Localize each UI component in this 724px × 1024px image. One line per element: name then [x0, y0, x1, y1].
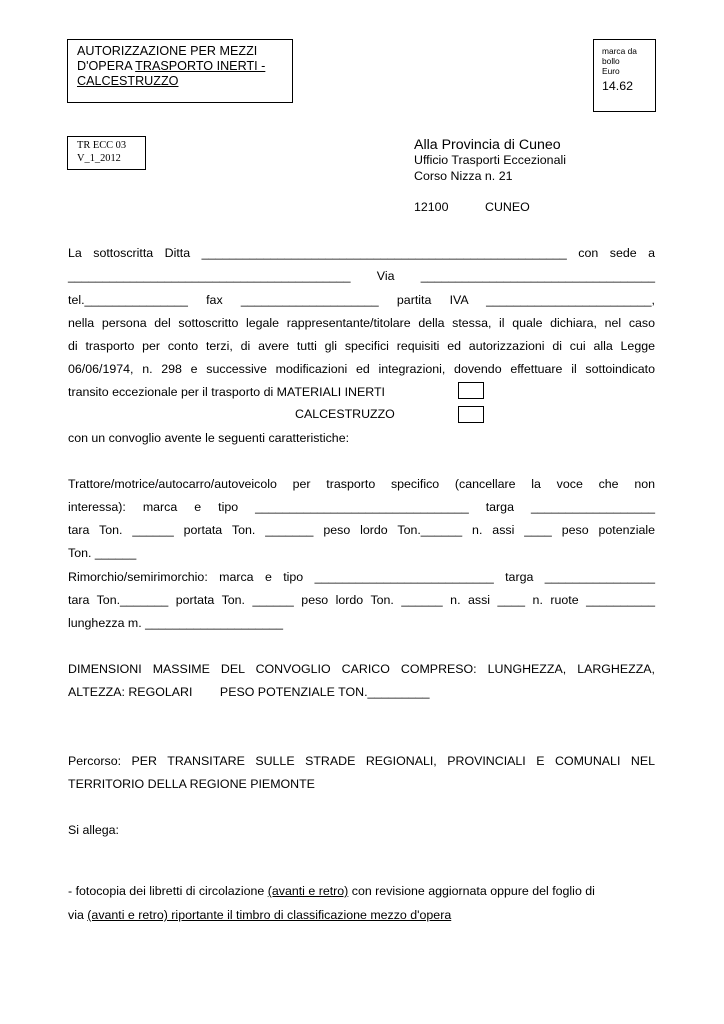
contact-line: tel._______________ fax ____________________ partita IVA ________________________, — [68, 293, 655, 307]
declaration-line-2: di trasporto per conto terzi, di avere tutti gli specifici requisiti ed autorizzazioni di cui alla Legge — [68, 339, 655, 353]
attachments-heading: Si allega: — [68, 823, 119, 837]
convoy-intro: con un convoglio avente le seguenti caratteristiche: — [68, 431, 350, 445]
trailer-line-3: lunghezza m. ____________________ — [68, 616, 283, 630]
materials-inerti-checkbox[interactable] — [458, 382, 484, 399]
document-title-box — [67, 39, 293, 103]
stamp-label-3: Euro — [602, 66, 620, 76]
dimensions-line-2: ALTEZZA: REGOLARI PESO POTENZIALE TON._________ — [68, 685, 430, 699]
tractor-line-1: Trattore/motrice/autocarro/autoveicolo per trasporto specifico (cancellare la voce che non — [68, 477, 655, 491]
attachment-line-1-underlined: (avanti e retro) — [267, 884, 349, 898]
stamp-amount: 14.62 — [602, 79, 634, 93]
recipient-office: Ufficio Trasporti Eccezionali — [414, 153, 566, 167]
stamp-label-2: bollo — [602, 56, 620, 66]
recipient-street: Corso Nizza n. 21 — [414, 169, 513, 183]
calcestruzzo-checkbox[interactable] — [458, 406, 484, 423]
title-line-2 — [77, 59, 292, 74]
attachment-line-2-underlined: (avanti e retro) riportante il timbro di classificazione mezzo d'opera — [87, 908, 452, 922]
address-line: _________________________________________ Via __________________________________ — [68, 269, 655, 283]
title-line-1: AUTORIZZAZIONE PER MEZZI — [77, 44, 258, 58]
materials-inerti-label: transito eccezionale per il trasporto di MATERIALI INERTI — [68, 385, 386, 399]
revenue-stamp-box — [593, 39, 656, 112]
recipient-city: CUNEO — [485, 200, 530, 214]
tractor-line-4: Ton. ______ — [68, 546, 137, 560]
tractor-line-2: interessa): marca e tipo _______________________________ targa __________________ — [68, 500, 655, 514]
attachment-line-1-b: con revisione aggiornata oppure del foglio di — [348, 884, 595, 898]
title-line-2-prefix: D'OPERA — [77, 59, 136, 73]
attachment-line-1-a: - fotocopia dei libretti di circolazione — [68, 884, 268, 898]
title-line-2-underlined: TRASPORTO INERTI - — [135, 59, 266, 73]
attachment-line-2 — [68, 907, 655, 923]
calcestruzzo-label: CALCESTRUZZO — [295, 407, 395, 421]
company-line: La sottoscritta Ditta _____________________________________________________ con sede a — [68, 246, 655, 260]
dimensions-line-1: DIMENSIONI MASSIME DEL CONVOGLIO CARICO COMPRESO: LUNGHEZZA, LARGHEZZA, — [68, 662, 655, 676]
trailer-line-2: tara Ton._______ portata Ton. ______ peso lordo Ton. ______ n. assi ____ n. ruote __________ — [68, 593, 655, 607]
declaration-line-1: nella persona del sottoscritto legale rappresentante/titolare della stessa, il quale dichiara, nel caso — [68, 316, 655, 330]
recipient-cap: 12100 — [414, 200, 449, 214]
attachment-line-2-a: via — [68, 908, 88, 922]
form-code-box — [67, 136, 146, 170]
recipient-name: Alla Provincia di Cuneo — [414, 137, 561, 153]
declaration-line-3: 06/06/1974, n. 298 e successive modificazioni ed integrazioni, dovendo effettuare il sottoindicato — [68, 362, 655, 376]
attachment-line-1 — [68, 883, 655, 899]
form-version: V_1_2012 — [77, 153, 121, 164]
route-line-2: TERRITORIO DELLA REGIONE PIEMONTE — [68, 777, 315, 791]
form-code: TR ECC 03 — [77, 140, 127, 151]
stamp-label-1: marca da — [602, 46, 637, 56]
tractor-line-3: tara Ton. ______ portata Ton. _______ peso lordo Ton.______ n. assi ____ peso potenziale — [68, 523, 655, 537]
trailer-line-1: Rimorchio/semirimorchio: marca e tipo __________________________ targa ________________ — [68, 570, 655, 584]
route-line-1: Percorso: PER TRANSITARE SULLE STRADE REGIONALI, PROVINCIALI E COMUNALI NEL — [68, 754, 655, 768]
title-line-3: CALCESTRUZZO — [77, 74, 179, 88]
